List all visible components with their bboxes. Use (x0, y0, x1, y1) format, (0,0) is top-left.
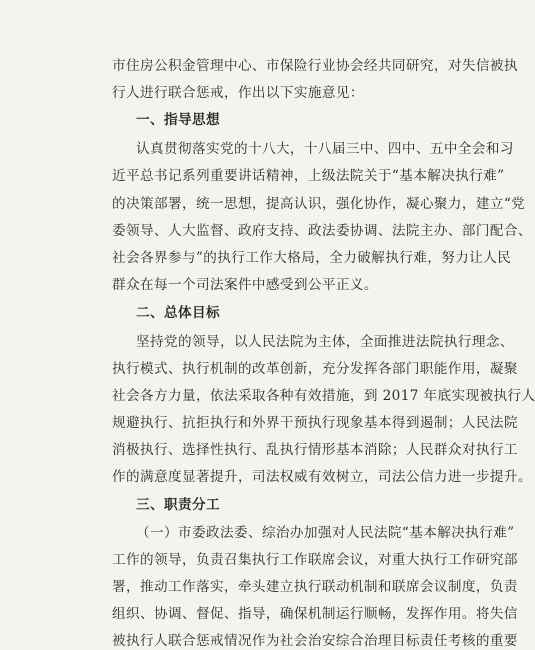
section-heading: 二、总体目标 (136, 305, 220, 321)
text-line: 社会各方力量，依法采取各种有效措施，到 2017 年底实现被执行人 (112, 388, 535, 404)
text-line: 近平总书记系列重要讲话精神，上级法院关于“基本解决执行难” (112, 168, 505, 184)
text-line: 市住房公积金管理中心、市保险行业协会经共同研究，对失信被执 (112, 58, 518, 74)
text-line: 的决策部署，统一思想，提高认识，强化协作，凝心聚力，建立“党 (112, 196, 526, 212)
text-line: 坚持党的领导，以人民法院为主体，全面推进法院执行理念、 (136, 334, 514, 350)
section-heading: 一、指导思想 (136, 112, 220, 128)
text-line: 工作的领导，负责召集执行工作联席会议，对重大执行工作研究部 (112, 552, 518, 568)
text-line: （一）市委政法委、综治办加强对人民法院“基本解决执行难” (136, 525, 515, 541)
text-line: 消极执行、选择性执行、乱执行情形基本消除；人民群众对执行工 (112, 442, 518, 458)
text-line: 规避执行、抗拒执行和外界干预执行现象基本得到遏制；人民法院 (112, 415, 518, 431)
text-line: 行人进行联合惩戒，作出以下实施意见： (112, 85, 364, 101)
text-line: 认真贯彻落实党的十八大，十八届三中、四中、五中全会和习 (136, 141, 514, 157)
text-line: 委领导、人大监督、政府支持、政法委协调、法院主办、部门配合、 (112, 223, 532, 239)
text-line: 被执行人联合惩戒情况作为社会治安综合治理目标责任考核的重要 (112, 633, 518, 649)
text-line: 组织、协调、督促、指导，确保机制运行顺畅，发挥作用。将失信 (112, 606, 518, 622)
text-line: 群众在每一个司法案件中感受到公平正义。 (112, 277, 378, 293)
text-line: 社会各界参与”的执行工作大格局，全力破解执行难，努力让人民 (112, 250, 512, 266)
text-line: 署，推动工作落实，牵头建立执行联动机制和联席会议制度，负责 (112, 579, 518, 595)
section-heading: 三、职责分工 (136, 497, 220, 513)
text-line: 作的满意度显著提升，司法权威有效树立，司法公信力进一步提升。 (112, 469, 532, 485)
text-line: 执行模式、执行机制的改革创新，充分发挥各部门职能作用，凝聚 (112, 361, 518, 377)
